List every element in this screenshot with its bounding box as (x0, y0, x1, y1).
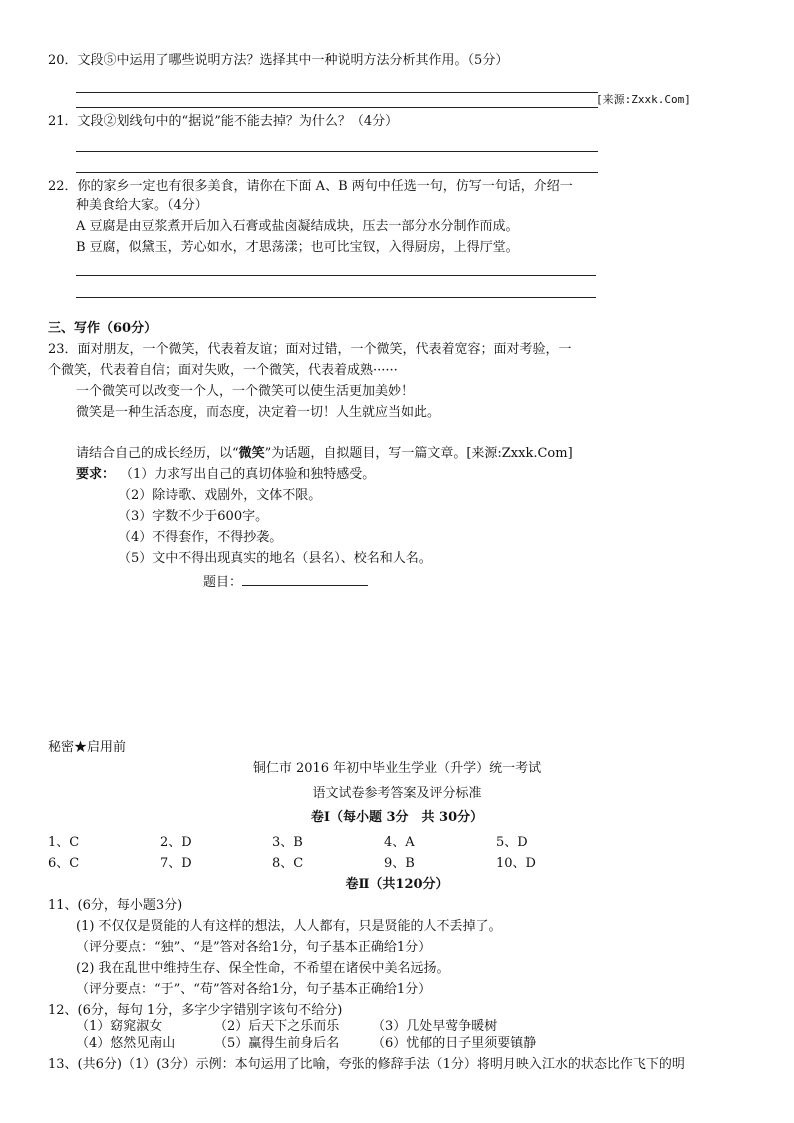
mc-answer: 3、B (272, 835, 303, 850)
answer-12-item: （1）窈窕淑女 (76, 1019, 163, 1034)
answer-line (76, 275, 596, 276)
question-23-line3: 一个微笑可以改变一个人，一个微笑可以使生活更加美妙！ (76, 384, 415, 399)
answer-11-1-scoring: （评分要点：“独”、“是”答对各给1分，句子基本正确给1分） (76, 940, 432, 955)
answer-12-item: （5）赢得生前身后名 (214, 1036, 340, 1051)
answer-12-item: （3）几处早莺争暖树 (372, 1019, 498, 1034)
question-23-line4: 微笑是一种生活态度，而态度，决定着一切！人生就应当如此。 (76, 405, 441, 420)
requirement-1: （1）力求写出自己的真切体验和独特感受。 (120, 467, 376, 482)
answer-key-subtitle: 语文试卷参考答案及评分标准 (312, 786, 482, 801)
mc-answer: 6、C (48, 856, 80, 871)
secret-label: 秘密★启用前 (48, 740, 127, 755)
title-field (203, 572, 368, 591)
volume-1-heading: 卷Ⅰ（每小题 3分 共 30分） (310, 810, 484, 825)
writing-prompt (76, 446, 573, 462)
answer-line (76, 172, 598, 173)
requirement-3: （3）字数不少于600字。 (118, 509, 269, 524)
requirement-4: （4）不得套作，不得抄袭。 (118, 530, 283, 545)
answer-line (76, 92, 598, 93)
question-22-line2: 种美食给大家。（4分） (76, 198, 208, 213)
writing-prompt-after: ”为话题，自拟题目，写一篇文章。[来源:Zxxk.Com] (264, 446, 573, 461)
question-23-line2: 个微笑，代表着自信；面对失败，一个微笑，代表着成熟······ (48, 363, 398, 378)
title-label: 题目： (203, 575, 243, 590)
mc-answer: 5、D (496, 835, 528, 850)
answer-key-title: 铜仁市 2016 年初中毕业生学业（升学）统一考试 (252, 761, 542, 776)
mc-answer: 9、B (384, 856, 415, 871)
answer-line (76, 297, 596, 298)
answer-11-1: (1) 不仅仅是贤能的人有这样的想法，人人都有，只是贤能的人不丢掉了。 (76, 919, 502, 934)
answer-12-item: （6）忧郁的日子里须要镇静 (372, 1036, 537, 1051)
answer-13: 13、(共6分)（1）(3分）示例：本句运用了比喻，夸张的修辞手法（1分）将明月映入江水的状态比作飞下的明 (48, 1057, 685, 1072)
answer-12-heading: 12、(6分，每句 1分，多字少字错别字该句不给分) (48, 1003, 343, 1018)
question-20: 20．文段⑤中运用了哪些说明方法？选择其中一种说明方法分析其作用。（5分） (48, 53, 509, 68)
answer-12-item: （4）悠然见南山 (76, 1036, 176, 1051)
mc-answer: 10、D (496, 856, 536, 871)
question-22-option-b: B 豆腐，似黛玉，芳心如水，才思荡漾；也可比宝钗，入得厨房，上得厅堂。 (76, 240, 519, 255)
mc-answer: 7、D (160, 856, 192, 871)
mc-answer: 4、A (384, 835, 415, 850)
writing-topic: 微笑 (238, 446, 265, 461)
question-23-line1: 23．面对朋友，一个微笑，代表着友谊；面对过错，一个微笑，代表着宽容；面对考验，一 (48, 342, 572, 357)
volume-2-heading: 卷Ⅱ（共120分） (345, 877, 449, 892)
writing-prompt-before: 请结合自己的成长经历，以“ (76, 446, 239, 461)
question-21: 21．文段②划线句中的“据说”能不能去掉？为什么？（4分） (48, 114, 399, 129)
question-22-line1: 22．你的家乡一定也有很多美食，请你在下面 A、B 两句中任选一句，仿写一句话，介绍一 (48, 179, 573, 194)
source-tag: [来源:Zxxk.Com] (596, 93, 691, 106)
question-22-option-a: A 豆腐是由豆浆煮开后加入石膏或盐卤凝结成块，压去一部分水分制作而成。 (76, 219, 519, 234)
mc-answer: 1、C (48, 835, 80, 850)
answer-12-item: （2）后天下之乐而乐 (214, 1019, 340, 1034)
answer-line (76, 151, 598, 152)
requirement-2: （2）除诗歌、戏剧外，文体不限。 (118, 488, 322, 503)
answer-11-2-scoring: （评分要点：“于”、“苟”答对各给1分，句子基本正确给1分） (76, 982, 432, 997)
answer-11-2: (2) 我在乱世中维持生存、保全性命，不希望在诸侯中美名远扬。 (76, 961, 450, 976)
requirement-5: （5）文中不得出现真实的地名（县名）、校名和人名。 (118, 551, 432, 566)
mc-answer: 8、C (272, 856, 304, 871)
requirements-label: 要求： (76, 467, 116, 482)
title-blank (242, 572, 368, 586)
answer-11-heading: 11、(6分，每小题3分) (48, 898, 183, 913)
mc-answer: 2、D (160, 835, 192, 850)
writing-heading: 三、写作（60分） (48, 321, 158, 336)
answer-line (76, 107, 598, 108)
